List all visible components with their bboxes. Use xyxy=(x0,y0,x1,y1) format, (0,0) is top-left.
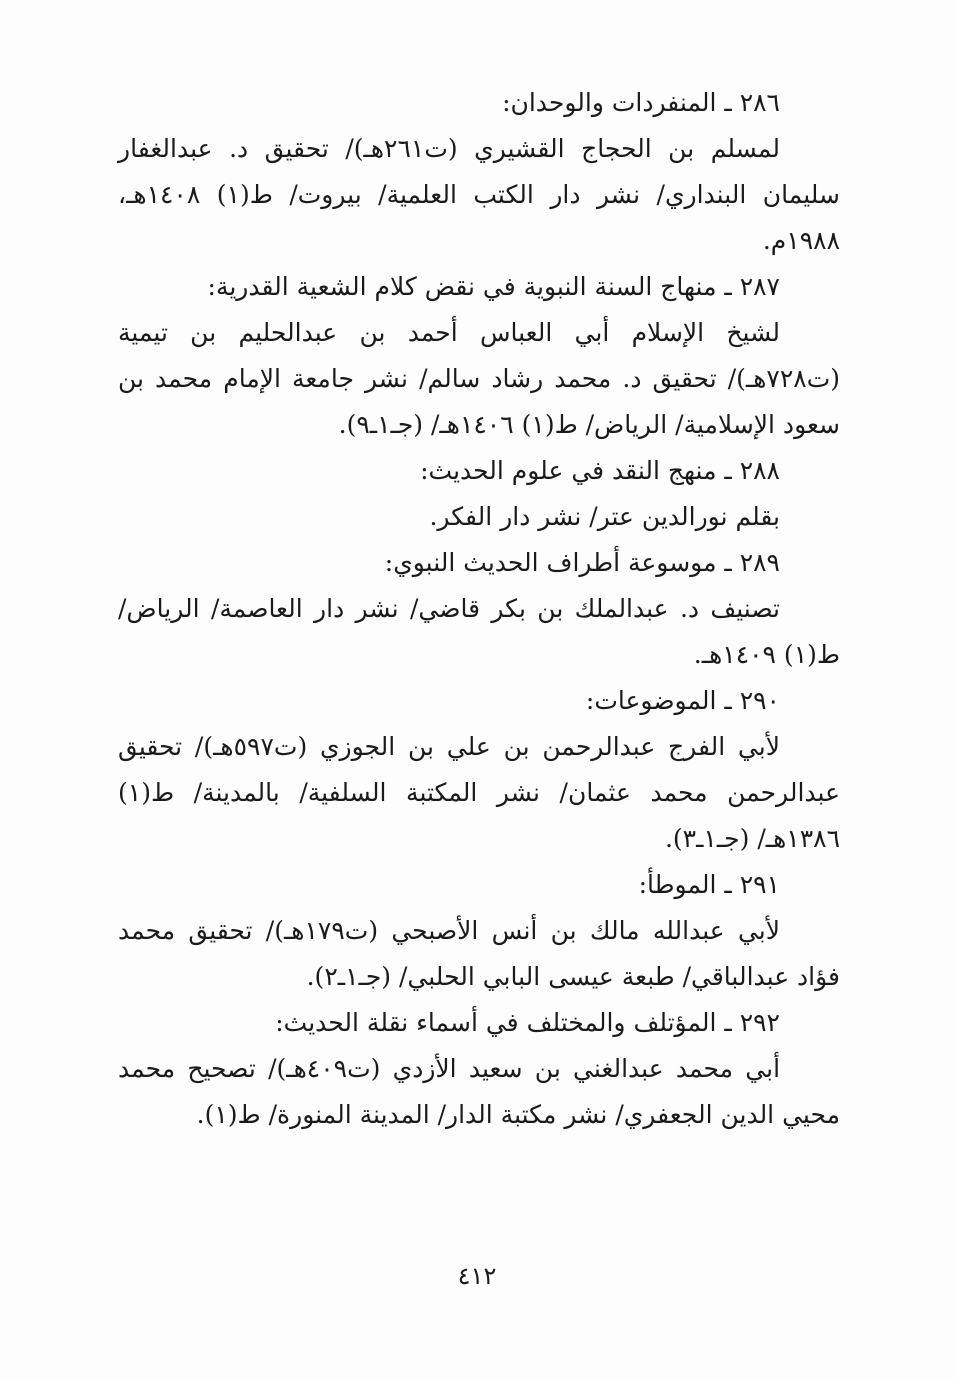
entry-body: بقلم نورالدين عتر/ نشر دار الفكر. xyxy=(429,502,780,531)
bibliography-entry-289 xyxy=(118,540,840,678)
bibliography-list xyxy=(118,80,840,1138)
entry-body: لأبي عبدالله مالك بن أنس الأصبحي (ت١٧٩هـ)/ تحقيق محمد فؤاد عبدالباقي/ طبعة عيسى البابي الحلبي/ (جـ١ـ٢). xyxy=(118,916,840,991)
entry-title: ٢٨٧ ـ منهاج السنة النبوية في نقض كلام الشعية القدرية: xyxy=(207,272,780,301)
entry-title: ٢٨٨ ـ منهج النقد في علوم الحديث: xyxy=(420,456,780,485)
bibliography-entry-287 xyxy=(118,264,840,448)
entry-body: أبي محمد عبدالغني بن سعيد الأزدي (ت٤٠٩هـ)/ تصحيح محمد محيي الدين الجعفري/ نشر مكتبة الدار/ المدينة المنورة/ ط(١). xyxy=(118,1054,840,1129)
page-number: ٤١٢ xyxy=(457,1262,497,1290)
bibliography-entry-288 xyxy=(118,448,840,540)
bibliography-entry-286 xyxy=(118,80,840,264)
bibliography-entry-290 xyxy=(118,678,840,862)
entry-title: ٢٨٦ ـ المنفردات والوحدان: xyxy=(502,88,780,117)
entry-title: ٢٩١ ـ الموطأ: xyxy=(638,870,780,899)
entry-body: لشيخ الإسلام أبي العباس أحمد بن عبدالحليم بن تيمية (ت٧٢٨هـ)/ تحقيق د. محمد رشاد سالم/ نشر جامعة الإمام محمد بن سعود الإسلامية/ الرياض/ ط(١) ١٤٠٦هـ/ (جـ١ـ٩). xyxy=(118,318,840,439)
entry-title: ٢٩٠ ـ الموضوعات: xyxy=(585,686,780,715)
entry-title: ٢٩٢ ـ المؤتلف والمختلف في أسماء نقلة الحديث: xyxy=(275,1008,780,1037)
entry-title: ٢٨٩ ـ موسوعة أطراف الحديث النبوي: xyxy=(384,548,780,577)
entry-body: لمسلم بن الحجاج القشيري (ت٢٦١هـ)/ تحقيق د. عبدالغفار سليمان البنداري/ نشر دار الكتب العلمية/ بيروت/ ط(١) ١٤٠٨هـ، ١٩٨٨م. xyxy=(118,134,840,255)
entry-body: لأبي الفرج عبدالرحمن بن علي بن الجوزي (ت٥٩٧هـ)/ تحقيق عبدالرحمن محمد عثمان/ نشر المكتبة السلفية/ بالمدينة/ ط(١) ١٣٨٦هـ/ (جـ١ـ٣). xyxy=(118,732,840,853)
bibliography-entry-292 xyxy=(118,1000,840,1138)
bibliography-entry-291 xyxy=(118,862,840,1000)
entry-body: تصنيف د. عبدالملك بن بكر قاضي/ نشر دار العاصمة/ الرياض/ ط(١) ١٤٠٩هـ. xyxy=(118,594,840,669)
